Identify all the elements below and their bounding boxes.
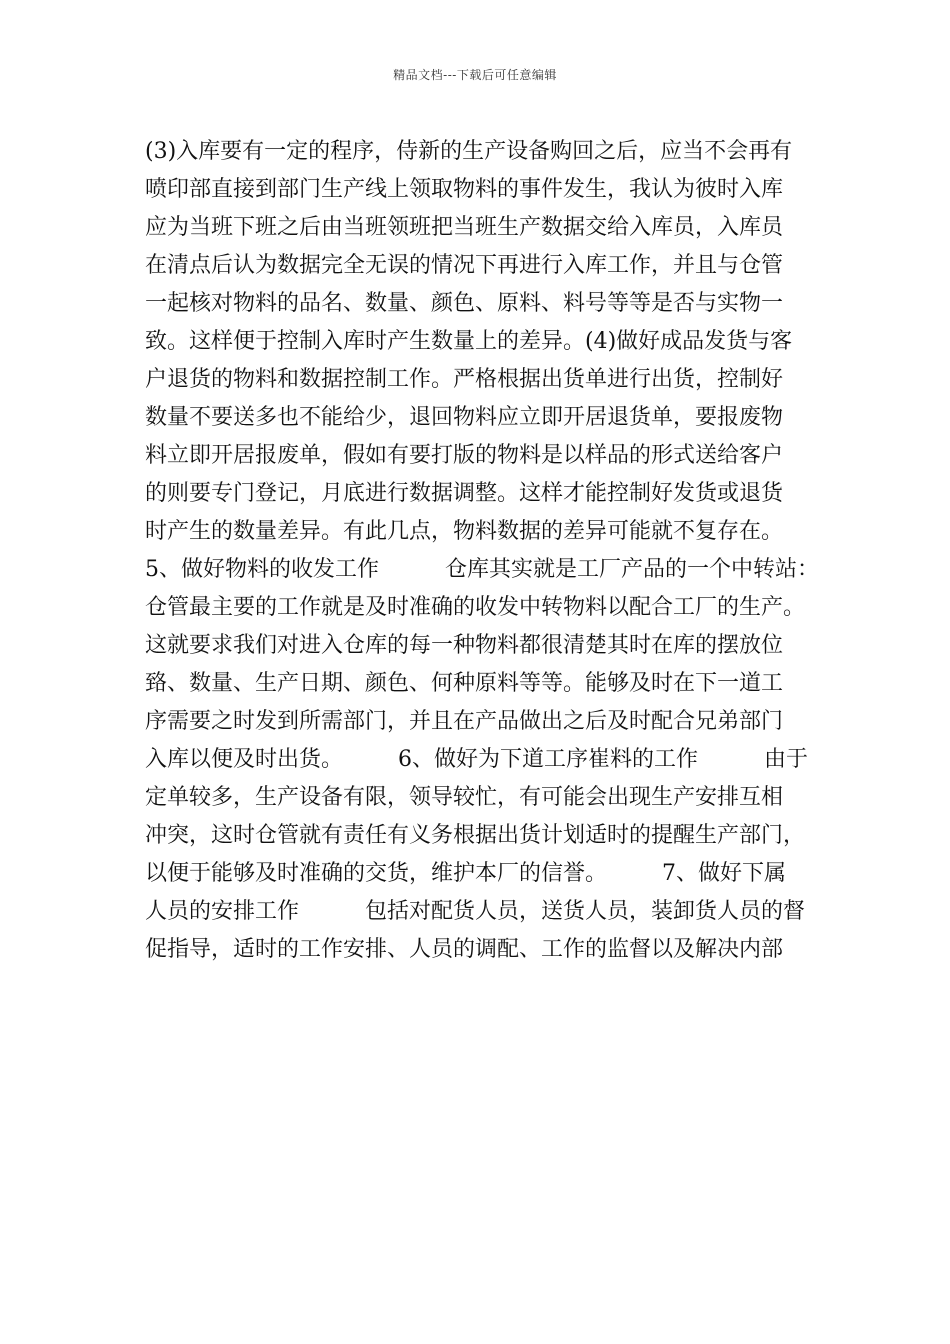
body-line: 入库以便及时出货。 6、做好为下道工序崔料的工作 由于: [145, 747, 808, 772]
body-line: 促指导，适时的工作安排、人员的调配、工作的监督以及解决内部: [145, 937, 784, 962]
body-line: 以便于能够及时准确的交货，维护本厂的信誉。 7、做好下属: [145, 861, 786, 886]
document-body: [145, 133, 825, 969]
body-line: 的则要专门登记，月底进行数据调整。这样才能控制好发货或退货: [145, 481, 784, 506]
body-line: 一起核对物料的品名、数量、颜色、原料、料号等等是否与实物一: [145, 291, 784, 316]
body-line: (3)入库要有一定的程序，侍新的生产设备购回之后，应当不会再有: [145, 139, 793, 164]
body-line: 人员的安排工作 包括对配货人员，送货人员，装卸货人员的督: [145, 899, 806, 924]
body-line: 户退货的物料和数据控制工作。严格根据出货单进行出货，控制好: [145, 367, 784, 392]
body-line: 仓管最主要的工作就是及时准确的收发中转物料以配合工厂的生产。: [145, 595, 806, 620]
body-line: 料立即开居报废单，假如有要打版的物料是以样品的形式送给客户: [145, 443, 784, 468]
body-line: 在清点后认为数据完全无误的情况下再进行入库工作，并且与仓管: [145, 253, 784, 278]
body-line: 数量不要送多也不能给少，退回物料应立即开居退货单，要报废物: [145, 405, 784, 430]
body-line: 定单较多，生产设备有限，领导较忙，有可能会出现生产安排互相: [145, 785, 784, 810]
page-header: 精品文档---下载后可任意编辑: [393, 68, 557, 82]
body-line: 应为当班下班之后由当班领班把当班生产数据交给入库员，入库员: [145, 215, 784, 240]
body-line: 冲突，这时仓管就有责任有义务根据出货计划适时的提醒生产部门，: [145, 823, 806, 848]
body-line: 这就要求我们对进入仓库的每一种物料都很清楚其时在库的摆放位: [145, 633, 784, 658]
body-line: 臵、数量、生产日期、颜色、何种原料等等。能够及时在下一道工: [145, 671, 784, 696]
body-line: 时产生的数量差异。有此几点，物料数据的差异可能就不复存在。: [145, 519, 784, 544]
body-line: 5、做好物料的收发工作 仓库其实就是工厂产品的一个中转站：: [145, 557, 819, 582]
body-line: 序需要之时发到所需部门，并且在产品做出之后及时配合兄弟部门: [145, 709, 784, 734]
body-line: 致。这样便于控制入库时产生数量上的差异。(4)做好成品发货与客: [145, 329, 793, 354]
body-line: 喷印部直接到部门生产线上领取物料的事件发生，我认为彼时入库: [145, 177, 784, 202]
